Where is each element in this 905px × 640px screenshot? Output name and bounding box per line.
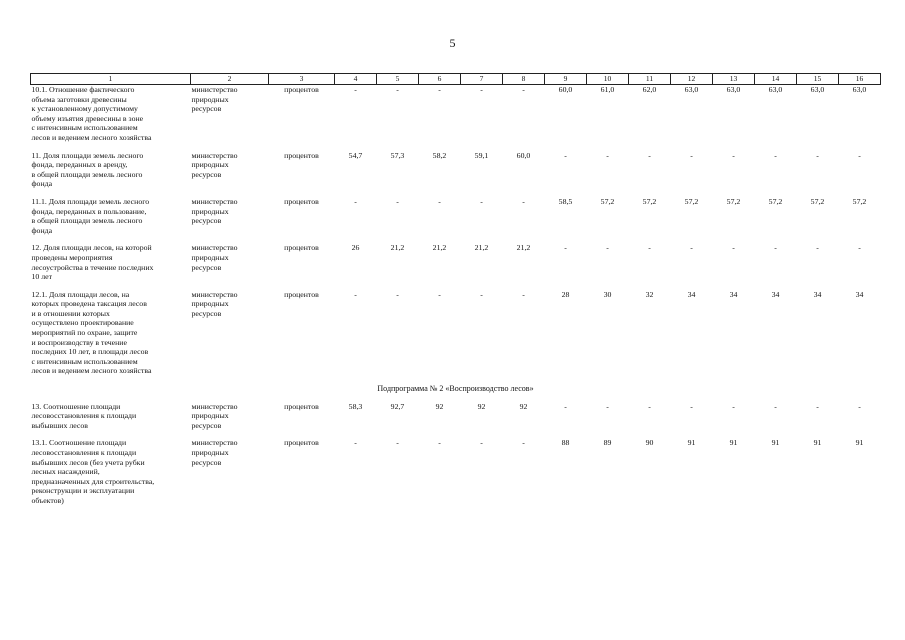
value-cell: - <box>816 401 819 411</box>
indicator-name-line: 10 лет <box>31 272 53 282</box>
value-cell: 58,3 <box>348 401 363 411</box>
value-cell: 92 <box>477 401 486 411</box>
table-row <box>31 151 881 189</box>
header-cell: 2 <box>191 74 269 85</box>
value-cell: - <box>564 401 567 411</box>
header-cell: 8 <box>503 74 545 85</box>
indicator-name-line: 10.1. Отношение фактического <box>31 85 135 94</box>
value-cell: 21,2 <box>474 243 489 253</box>
value-cell: 60,0 <box>558 85 573 94</box>
indicator-name-line: 12.1. Доля площади лесов, на <box>31 289 130 299</box>
header-cell: 7 <box>461 74 503 85</box>
responsible-cell <box>191 151 269 189</box>
value-cell: - <box>480 438 483 448</box>
indicator-name-line: 13.1. Соотношение площади <box>31 438 127 448</box>
value-cell: 57,2 <box>852 196 867 206</box>
value-cell: 89 <box>603 438 612 448</box>
responsible-cell <box>191 197 269 235</box>
indicator-name-line: в общей площади земель лесного <box>31 216 143 226</box>
value-cell: - <box>522 289 525 299</box>
responsible-line: министерство <box>191 243 238 253</box>
header-cell: 12 <box>671 74 713 85</box>
value-cell: - <box>732 401 735 411</box>
value-cell: - <box>732 243 735 253</box>
header-cell: 10 <box>587 74 629 85</box>
value-cell: - <box>354 438 357 448</box>
value-cell: - <box>606 150 609 160</box>
header-cell: 11 <box>629 74 671 85</box>
responsible-line: министерство <box>191 289 238 299</box>
row-spacer <box>31 506 881 514</box>
value-cell: - <box>396 85 399 94</box>
indicator-name-line: с интенсивным использованием <box>31 356 138 366</box>
value-cell: - <box>816 150 819 160</box>
value-cell: 88 <box>561 438 570 448</box>
table-row <box>31 402 881 431</box>
row-spacer-cell <box>31 143 881 151</box>
indicator-name-cell <box>31 151 191 189</box>
value-cell: - <box>522 196 525 206</box>
header-cell: 1 <box>31 74 191 85</box>
header-row <box>31 74 881 85</box>
row-spacer-cell <box>31 430 881 438</box>
value-cell: 63,0 <box>768 85 783 94</box>
responsible-line: природных <box>191 160 229 170</box>
value-cell: - <box>774 401 777 411</box>
header-cell: 13 <box>713 74 755 85</box>
value-cell: - <box>564 243 567 253</box>
value-cell: - <box>690 401 693 411</box>
value-cell: 91 <box>687 438 696 448</box>
value-cell: 57,2 <box>768 196 783 206</box>
indicator-name-line: 13. Соотношение площади <box>31 401 121 411</box>
indicator-name-line: реконструкции и эксплуатации <box>31 486 135 496</box>
value-cell: 91 <box>771 438 780 448</box>
value-cell: - <box>438 438 441 448</box>
row-spacer <box>31 394 881 402</box>
value-cell: 57,2 <box>600 196 615 206</box>
row-spacer-cell <box>31 189 881 197</box>
row-spacer-cell <box>31 394 881 402</box>
header-cell: 3 <box>269 74 335 85</box>
value-cell: 28 <box>561 289 570 299</box>
value-cell: - <box>690 243 693 253</box>
value-cell: - <box>774 150 777 160</box>
value-cell: 34 <box>687 289 696 299</box>
value-cell: - <box>858 243 861 253</box>
value-cell: - <box>606 401 609 411</box>
value-cell: - <box>396 438 399 448</box>
responsible-line: ресурсов <box>191 104 222 114</box>
indicator-name-line: предназначенных для строительства, <box>31 476 155 486</box>
value-cell: 57,2 <box>810 196 825 206</box>
indicator-name-line: 12. Доля площади лесов, на которой <box>31 243 152 253</box>
table-row <box>31 290 881 376</box>
value-cell: - <box>438 289 441 299</box>
responsible-cell <box>191 290 269 376</box>
header-cell: 6 <box>419 74 461 85</box>
responsible-line: министерство <box>191 438 238 448</box>
value-cell: 62,0 <box>642 85 657 94</box>
value-cell: 26 <box>351 243 360 253</box>
indicator-name-cell <box>31 243 191 281</box>
row-spacer <box>31 376 881 384</box>
value-cell: 57,2 <box>684 196 699 206</box>
responsible-cell <box>191 438 269 505</box>
row-spacer <box>31 143 881 151</box>
indicator-name-line: осуществлено проектирование <box>31 318 134 328</box>
value-cell: - <box>522 438 525 448</box>
value-cell: - <box>690 150 693 160</box>
table-body <box>31 85 881 514</box>
value-cell: 63,0 <box>852 85 867 94</box>
responsible-line: ресурсов <box>191 262 222 272</box>
responsible-cell <box>191 243 269 281</box>
header-cell: 15 <box>797 74 839 85</box>
value-cell: 59,1 <box>474 150 489 160</box>
responsible-line: природных <box>191 299 229 309</box>
subprogram-title: Подпрограмма № 2 «Воспроизводство лесов» <box>377 384 534 394</box>
responsible-cell <box>191 402 269 431</box>
value-cell: 90 <box>645 438 654 448</box>
value-cell: 91 <box>813 438 822 448</box>
value-cell: 21,2 <box>516 243 531 253</box>
responsible-line: ресурсов <box>191 216 222 226</box>
responsible-line: природных <box>191 411 229 421</box>
value-cell: 91 <box>729 438 738 448</box>
value-cell: - <box>480 85 483 94</box>
value-cell: 92 <box>519 401 528 411</box>
row-spacer-cell <box>31 282 881 290</box>
responsible-line: природных <box>191 448 229 457</box>
table-row <box>31 243 881 281</box>
value-cell: - <box>774 243 777 253</box>
indicator-name-line: и в отношении которых <box>31 308 110 318</box>
table-row <box>31 197 881 235</box>
indicator-name-cell <box>31 85 191 143</box>
indicators-table <box>30 73 881 514</box>
value-cell: 58,2 <box>432 150 447 160</box>
indicator-name-line: последних 10 лет, в площади лесов <box>31 347 149 357</box>
header-cell: 16 <box>839 74 881 85</box>
row-spacer-cell <box>31 506 881 514</box>
indicator-name-line: фонда <box>31 179 53 189</box>
value-cell: 54,7 <box>348 150 363 160</box>
table-row <box>31 438 881 505</box>
value-cell: 34 <box>729 289 738 299</box>
responsible-line: министерство <box>191 196 238 206</box>
value-cell: - <box>732 150 735 160</box>
value-cell: - <box>396 289 399 299</box>
unit-cell: процентов <box>284 289 319 299</box>
value-cell: - <box>858 150 861 160</box>
value-cell: 57,2 <box>726 196 741 206</box>
unit-cell: процентов <box>284 243 319 253</box>
indicator-name-line: фонда, переданных в аренду, <box>31 160 128 170</box>
value-cell: 60,0 <box>516 150 531 160</box>
responsible-line: ресурсов <box>191 457 222 467</box>
value-cell: - <box>858 401 861 411</box>
indicator-name-cell <box>31 290 191 376</box>
indicator-name-line: объема заготовки древесины <box>31 94 127 104</box>
value-cell: - <box>648 150 651 160</box>
indicator-name-line: лесовосстановления к площади <box>31 411 137 421</box>
unit-cell: процентов <box>284 85 319 94</box>
unit-cell: процентов <box>284 150 319 160</box>
row-spacer <box>31 282 881 290</box>
indicator-name-line: и воспроизводству в течение <box>31 337 127 347</box>
responsible-line: ресурсов <box>191 169 222 179</box>
value-cell: 30 <box>603 289 612 299</box>
value-cell: 21,2 <box>432 243 447 253</box>
value-cell: - <box>522 85 525 94</box>
header-cell: 14 <box>755 74 797 85</box>
indicator-name-line: лесов и ведением лесного хозяйства <box>31 132 152 142</box>
responsible-line: природных <box>191 252 229 262</box>
header-cell: 9 <box>545 74 587 85</box>
row-spacer <box>31 430 881 438</box>
indicator-name-line: лесовосстановления к площади <box>31 448 137 457</box>
indicator-name-line: лесов и ведением лесного хозяйства <box>31 366 152 376</box>
responsible-line: природных <box>191 206 229 216</box>
subprogram-row <box>31 384 881 394</box>
indicator-name-line: 11.1. Доля площади земель лесного <box>31 196 150 206</box>
row-spacer-cell <box>31 235 881 243</box>
responsible-line: министерство <box>191 150 238 160</box>
value-cell: - <box>354 85 357 94</box>
indicator-name-line: мероприятий по охране, защите <box>31 328 138 338</box>
value-cell: 61,0 <box>600 85 615 94</box>
value-cell: - <box>648 243 651 253</box>
value-cell: - <box>606 243 609 253</box>
value-cell: - <box>354 289 357 299</box>
value-cell: - <box>438 196 441 206</box>
header-cell: 4 <box>335 74 377 85</box>
value-cell: 57,3 <box>390 150 405 160</box>
responsible-line: природных <box>191 94 229 104</box>
value-cell: - <box>480 289 483 299</box>
value-cell: - <box>480 196 483 206</box>
unit-cell: процентов <box>284 196 319 206</box>
header-cell: 5 <box>377 74 419 85</box>
indicator-name-cell <box>31 197 191 235</box>
table-row <box>31 85 881 143</box>
value-cell: 63,0 <box>726 85 741 94</box>
responsible-line: ресурсов <box>191 308 222 318</box>
responsible-cell <box>191 85 269 143</box>
row-spacer <box>31 235 881 243</box>
value-cell: 32 <box>645 289 654 299</box>
value-cell: 63,0 <box>684 85 699 94</box>
row-spacer <box>31 189 881 197</box>
value-cell: - <box>396 196 399 206</box>
value-cell: - <box>648 401 651 411</box>
value-cell: 63,0 <box>810 85 825 94</box>
unit-cell: процентов <box>284 438 319 448</box>
value-cell: 21,2 <box>390 243 405 253</box>
indicator-name-line: лесных насаждений, <box>31 467 100 477</box>
value-cell: 91 <box>855 438 864 448</box>
indicator-name-line: к установленному допустимому <box>31 104 138 114</box>
indicator-name-line: в общей площади земель лесного <box>31 169 143 179</box>
indicator-name-line: объему изъятия древесины в зоне <box>31 113 144 123</box>
value-cell: 92,7 <box>390 401 405 411</box>
value-cell: 57,2 <box>642 196 657 206</box>
indicator-name-line: выбывших лесов (без учета рубки <box>31 457 145 467</box>
indicator-name-cell <box>31 402 191 431</box>
indicator-name-line: выбывших лесов <box>31 420 88 430</box>
indicator-name-line: проведены мероприятия <box>31 252 113 262</box>
responsible-line: ресурсов <box>191 420 222 430</box>
indicator-name-line: объектов) <box>31 495 64 505</box>
indicator-name-line: которых проведена таксация лесов <box>31 299 147 309</box>
value-cell: - <box>354 196 357 206</box>
indicator-name-line: лесоустройства в течение последних <box>31 262 154 272</box>
row-spacer-cell <box>31 376 881 384</box>
indicator-name-line: с интенсивным использованием <box>31 123 138 133</box>
unit-cell: процентов <box>284 401 319 411</box>
value-cell: - <box>438 85 441 94</box>
responsible-line: министерство <box>191 401 238 411</box>
value-cell: - <box>816 243 819 253</box>
value-cell: - <box>564 150 567 160</box>
value-cell: 92 <box>435 401 444 411</box>
responsible-line: министерство <box>191 85 238 94</box>
value-cell: 34 <box>855 289 864 299</box>
value-cell: 34 <box>813 289 822 299</box>
page-number: 5 <box>449 36 456 50</box>
indicator-name-line: фонда <box>31 225 53 235</box>
indicator-name-line: фонда, переданных в пользование, <box>31 206 147 216</box>
indicator-name-cell <box>31 438 191 505</box>
value-cell: 34 <box>771 289 780 299</box>
indicator-name-line: 11. Доля площади земель лесного <box>31 150 144 160</box>
value-cell: 58,5 <box>558 196 573 206</box>
